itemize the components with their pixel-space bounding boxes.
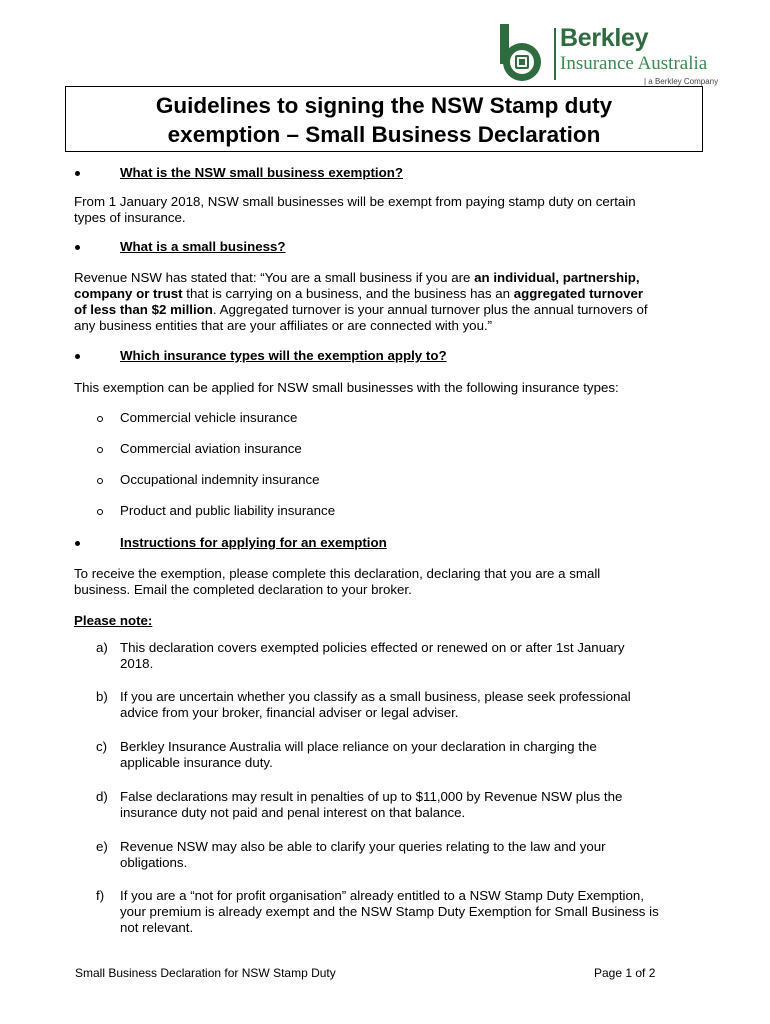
circle-bullet-icon <box>97 447 103 453</box>
note-item-label: e) <box>96 839 108 854</box>
circle-bullet-icon <box>97 509 103 515</box>
section-heading-insurance-types: Which insurance types will the exemption apply to? <box>120 348 447 363</box>
section-paragraph-line: any business entities that are your affiliates or are connected with you.” <box>74 318 493 333</box>
bullet-icon <box>75 541 80 546</box>
logo-company-subtitle: Insurance Australia <box>560 53 708 74</box>
note-item-line: If you are uncertain whether you classify as a small business, please seek professional <box>120 689 631 704</box>
note-item-label: d) <box>96 789 108 804</box>
note-item-line: Revenue NSW may also be able to clarify your queries relating to the law and your <box>120 839 606 854</box>
section-paragraph-line: This exemption can be applied for NSW small businesses with the following insurance types: <box>74 380 619 395</box>
list-item: Product and public liability insurance <box>120 503 336 518</box>
bullet-icon <box>75 171 80 176</box>
note-item-line: Berkley Insurance Australia will place reliance on your declaration in charging the <box>120 739 597 754</box>
section-paragraph-line <box>74 270 640 286</box>
berkley-logo <box>498 22 738 88</box>
note-item-label: a) <box>96 640 108 655</box>
please-note-heading: Please note: <box>74 613 153 628</box>
section-paragraph-line <box>74 286 643 302</box>
note-item-line: insurance duty not paid and penal interest on that balance. <box>120 805 466 820</box>
note-item-line: If you are a “not for profit organisation” already entitled to a NSW Stamp Duty Exemption, <box>120 888 644 903</box>
document-title-line-2: exemption – Small Business Declaration <box>167 122 601 147</box>
circle-bullet-icon <box>97 416 103 422</box>
text-run: Revenue NSW has stated that: “You are a small business if you are <box>74 270 475 285</box>
text-run-bold: aggregated turnover <box>513 286 644 301</box>
footer-document-name: Small Business Declaration for NSW Stamp Duty <box>75 966 336 980</box>
section-paragraph-line: types of insurance. <box>74 210 186 225</box>
note-item-line: obligations. <box>120 855 188 870</box>
text-run-bold: an individual, partnership, <box>474 270 640 285</box>
footer-page-number: Page 1 of 2 <box>594 966 656 980</box>
note-item-label: f) <box>96 888 105 903</box>
note-item-label: c) <box>96 739 108 754</box>
note-item-line: 2018. <box>120 656 154 671</box>
bullet-icon <box>75 245 80 250</box>
note-item-line: not relevant. <box>120 920 194 935</box>
list-item: Commercial vehicle insurance <box>120 410 298 425</box>
bullet-icon <box>75 354 80 359</box>
section-paragraph-line: business. Email the completed declaration to your broker. <box>74 582 412 597</box>
note-item-line: applicable insurance duty. <box>120 755 273 770</box>
logo-divider <box>554 28 556 80</box>
text-run-bold: company or trust <box>74 286 183 301</box>
list-item: Occupational indemnity insurance <box>120 472 320 487</box>
list-item: Commercial aviation insurance <box>120 441 302 456</box>
note-item-line: False declarations may result in penalties of up to $11,000 by Revenue NSW plus the <box>120 789 623 804</box>
circle-bullet-icon <box>97 478 103 484</box>
note-item-label: b) <box>96 689 108 704</box>
section-paragraph-line: To receive the exemption, please complete this declaration, declaring that you are a small <box>74 566 601 581</box>
text-run: . Aggregated turnover is your annual turnover plus the annual turnovers of <box>212 302 648 317</box>
logo-company-name: Berkley <box>560 24 649 52</box>
section-heading-instructions: Instructions for applying for an exemption <box>120 535 387 550</box>
note-item-line: advice from your broker, financial adviser or legal adviser. <box>120 705 459 720</box>
document-title-box <box>65 86 703 152</box>
document-title-line-1: Guidelines to signing the NSW Stamp duty <box>155 93 613 118</box>
section-paragraph-line: From 1 January 2018, NSW small businesses will be exempt from paying stamp duty on certain <box>74 194 636 209</box>
text-run: that is carrying on a business, and the business has an <box>182 286 514 301</box>
note-item-line: This declaration covers exempted policies effected or renewed on or after 1st January <box>120 640 625 655</box>
section-paragraph-line <box>74 302 648 318</box>
logo-tagline: | a Berkley Company <box>644 77 719 86</box>
section-heading-small-business: What is a small business? <box>120 239 286 254</box>
section-heading-exemption: What is the NSW small business exemption? <box>120 165 403 180</box>
note-item-line: your premium is already exempt and the NSW Stamp Duty Exemption for Small Business is <box>120 904 659 919</box>
berkley-b-logo-icon <box>498 24 546 84</box>
text-run-bold: of less than $2 million <box>74 302 213 317</box>
